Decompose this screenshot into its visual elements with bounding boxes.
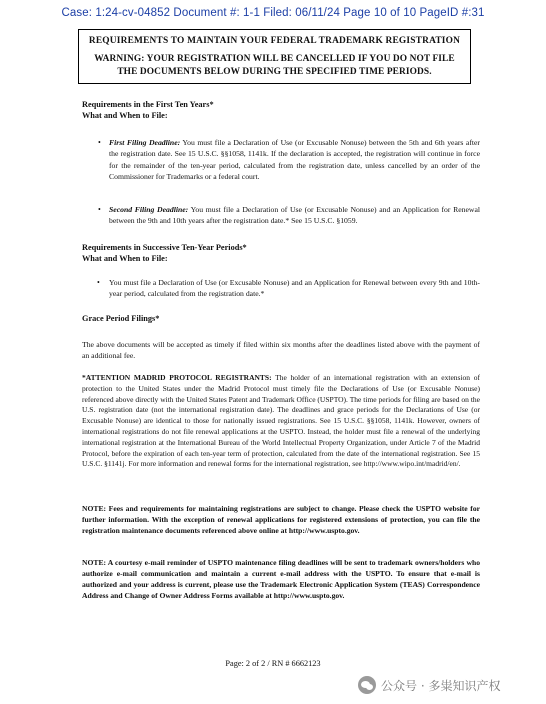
watermark	[358, 676, 500, 694]
second-filing-text: You must file a Declaration of Use (or Excusable Nonuse) and an Application for Renewal between the 9th and 10th years after the registration date.* See 15 U.S.C. §1059.	[109, 205, 480, 226]
madrid-label: *ATTENTION MADRID PROTOCOL REGISTRANTS:	[82, 373, 272, 382]
warning-text: WARNING: YOUR REGISTRATION WILL BE CANCELLED IF YOU DO NOT FILE THE DOCUMENTS BELOW DURING THE SPECIFIED TIME PERIODS.	[94, 54, 455, 77]
note-fees: NOTE: Fees and requirements for maintaining registrations are subject to change. Please check the USPTO website for further information. With the exception of renewal applications for registered extensions of protection, you can file the registration maintenance documents referenced above online at http://www.uspto.gov.	[82, 504, 480, 535]
second-filing-paragraph	[109, 204, 480, 227]
madrid-paragraph	[82, 373, 480, 470]
section1-subheading: What and When to File:	[82, 111, 168, 120]
note-email-reminder: NOTE: A courtesy e-mail reminder of USPTO maintenance filing deadlines will be sent to trademark owners/holders who authorize e-mail communication and maintain a current e-mail address with the USPTO. To ensure that e-mail is authorized and your address is current, please use the Trademark Electronic Application System (TEAS) Correspondence Address and Change of Owner Address Forms available at http://www.uspto.gov.	[82, 558, 480, 600]
page-footer: Page: 2 of 2 / RN # 6662123	[225, 659, 321, 668]
section2-heading: Requirements in Successive Ten-Year Periods*	[82, 243, 247, 252]
section1-heading: Requirements in the First Ten Years*	[82, 100, 214, 109]
first-filing-text: You must file a Declaration of Use (or Excusable Nonuse) between the 5th and 6th years after the registration date. See 15 U.S.C. §§1058, 1141k. If the declaration is accepted, the registration will continue in force for the remainder of the ten-year period, calculated from the registration date, unless cancelled by an order of the Commissioner for Trademarks or a federal court.	[109, 138, 480, 182]
second-filing-label: Second Filing Deadline:	[109, 205, 189, 214]
bullet-dot: •	[97, 278, 100, 287]
section2-subheading: What and When to File:	[82, 254, 168, 263]
document-title: REQUIREMENTS TO MAINTAIN YOUR FEDERAL TRADEMARK REGISTRATION	[88, 36, 461, 46]
bullet-dot: •	[98, 138, 101, 147]
grace-text: The above documents will be accepted as timely if filed within six months after the deadlines listed above with the payment of an additional fee.	[82, 340, 480, 361]
case-header: Case: 1:24-cv-04852 Document #: 1-1 Filed: 06/11/24 Page 10 of 10 PageID #:31	[61, 7, 485, 19]
first-filing-label: First Filing Deadline:	[109, 138, 181, 147]
wechat-icon	[358, 676, 376, 694]
grace-heading: Grace Period Filings*	[82, 314, 160, 323]
bullet-dot: •	[98, 205, 101, 214]
watermark-text: 公众号 · 多粜知识产权	[381, 678, 501, 693]
section2-bullet: You must file a Declaration of Use (or Excusable Nonuse) and an Application for Renewal between every 9th and 10th-year period, calculated from the registration date.*	[109, 278, 480, 299]
title-box	[78, 29, 471, 84]
madrid-text: The holder of an international registration with an extension of protection to the United States under the Madrid Protocol must timely file the Declarations of Use (or Excusable Nonuse) referenced above directly with the United States Patent and Trademark Office (USPTO). The time periods for filing are based on the U.S. registration date (not the international registration date). The deadlines and grace periods for the Declarations of Use (or Excusable Nonuse) are identical to those for nationally issued registrations. See 15 U.S.C. §§1058, 1141k. However, owners of international registrations do not file renewal applications at the USPTO. Instead, the holder must file a renewal of the underlying international registration at the International Bureau of the World Intellectual Property Organization, under Article 7 of the Madrid Protocol, before the expiration of each ten-year term of protection, calculated from the date of the international registration. See 15 U.S.C. §1141j. For more information and renewal forms for the international registration, see http://www.wipo.int/madrid/en/.	[82, 373, 480, 469]
first-filing-paragraph	[109, 137, 480, 183]
